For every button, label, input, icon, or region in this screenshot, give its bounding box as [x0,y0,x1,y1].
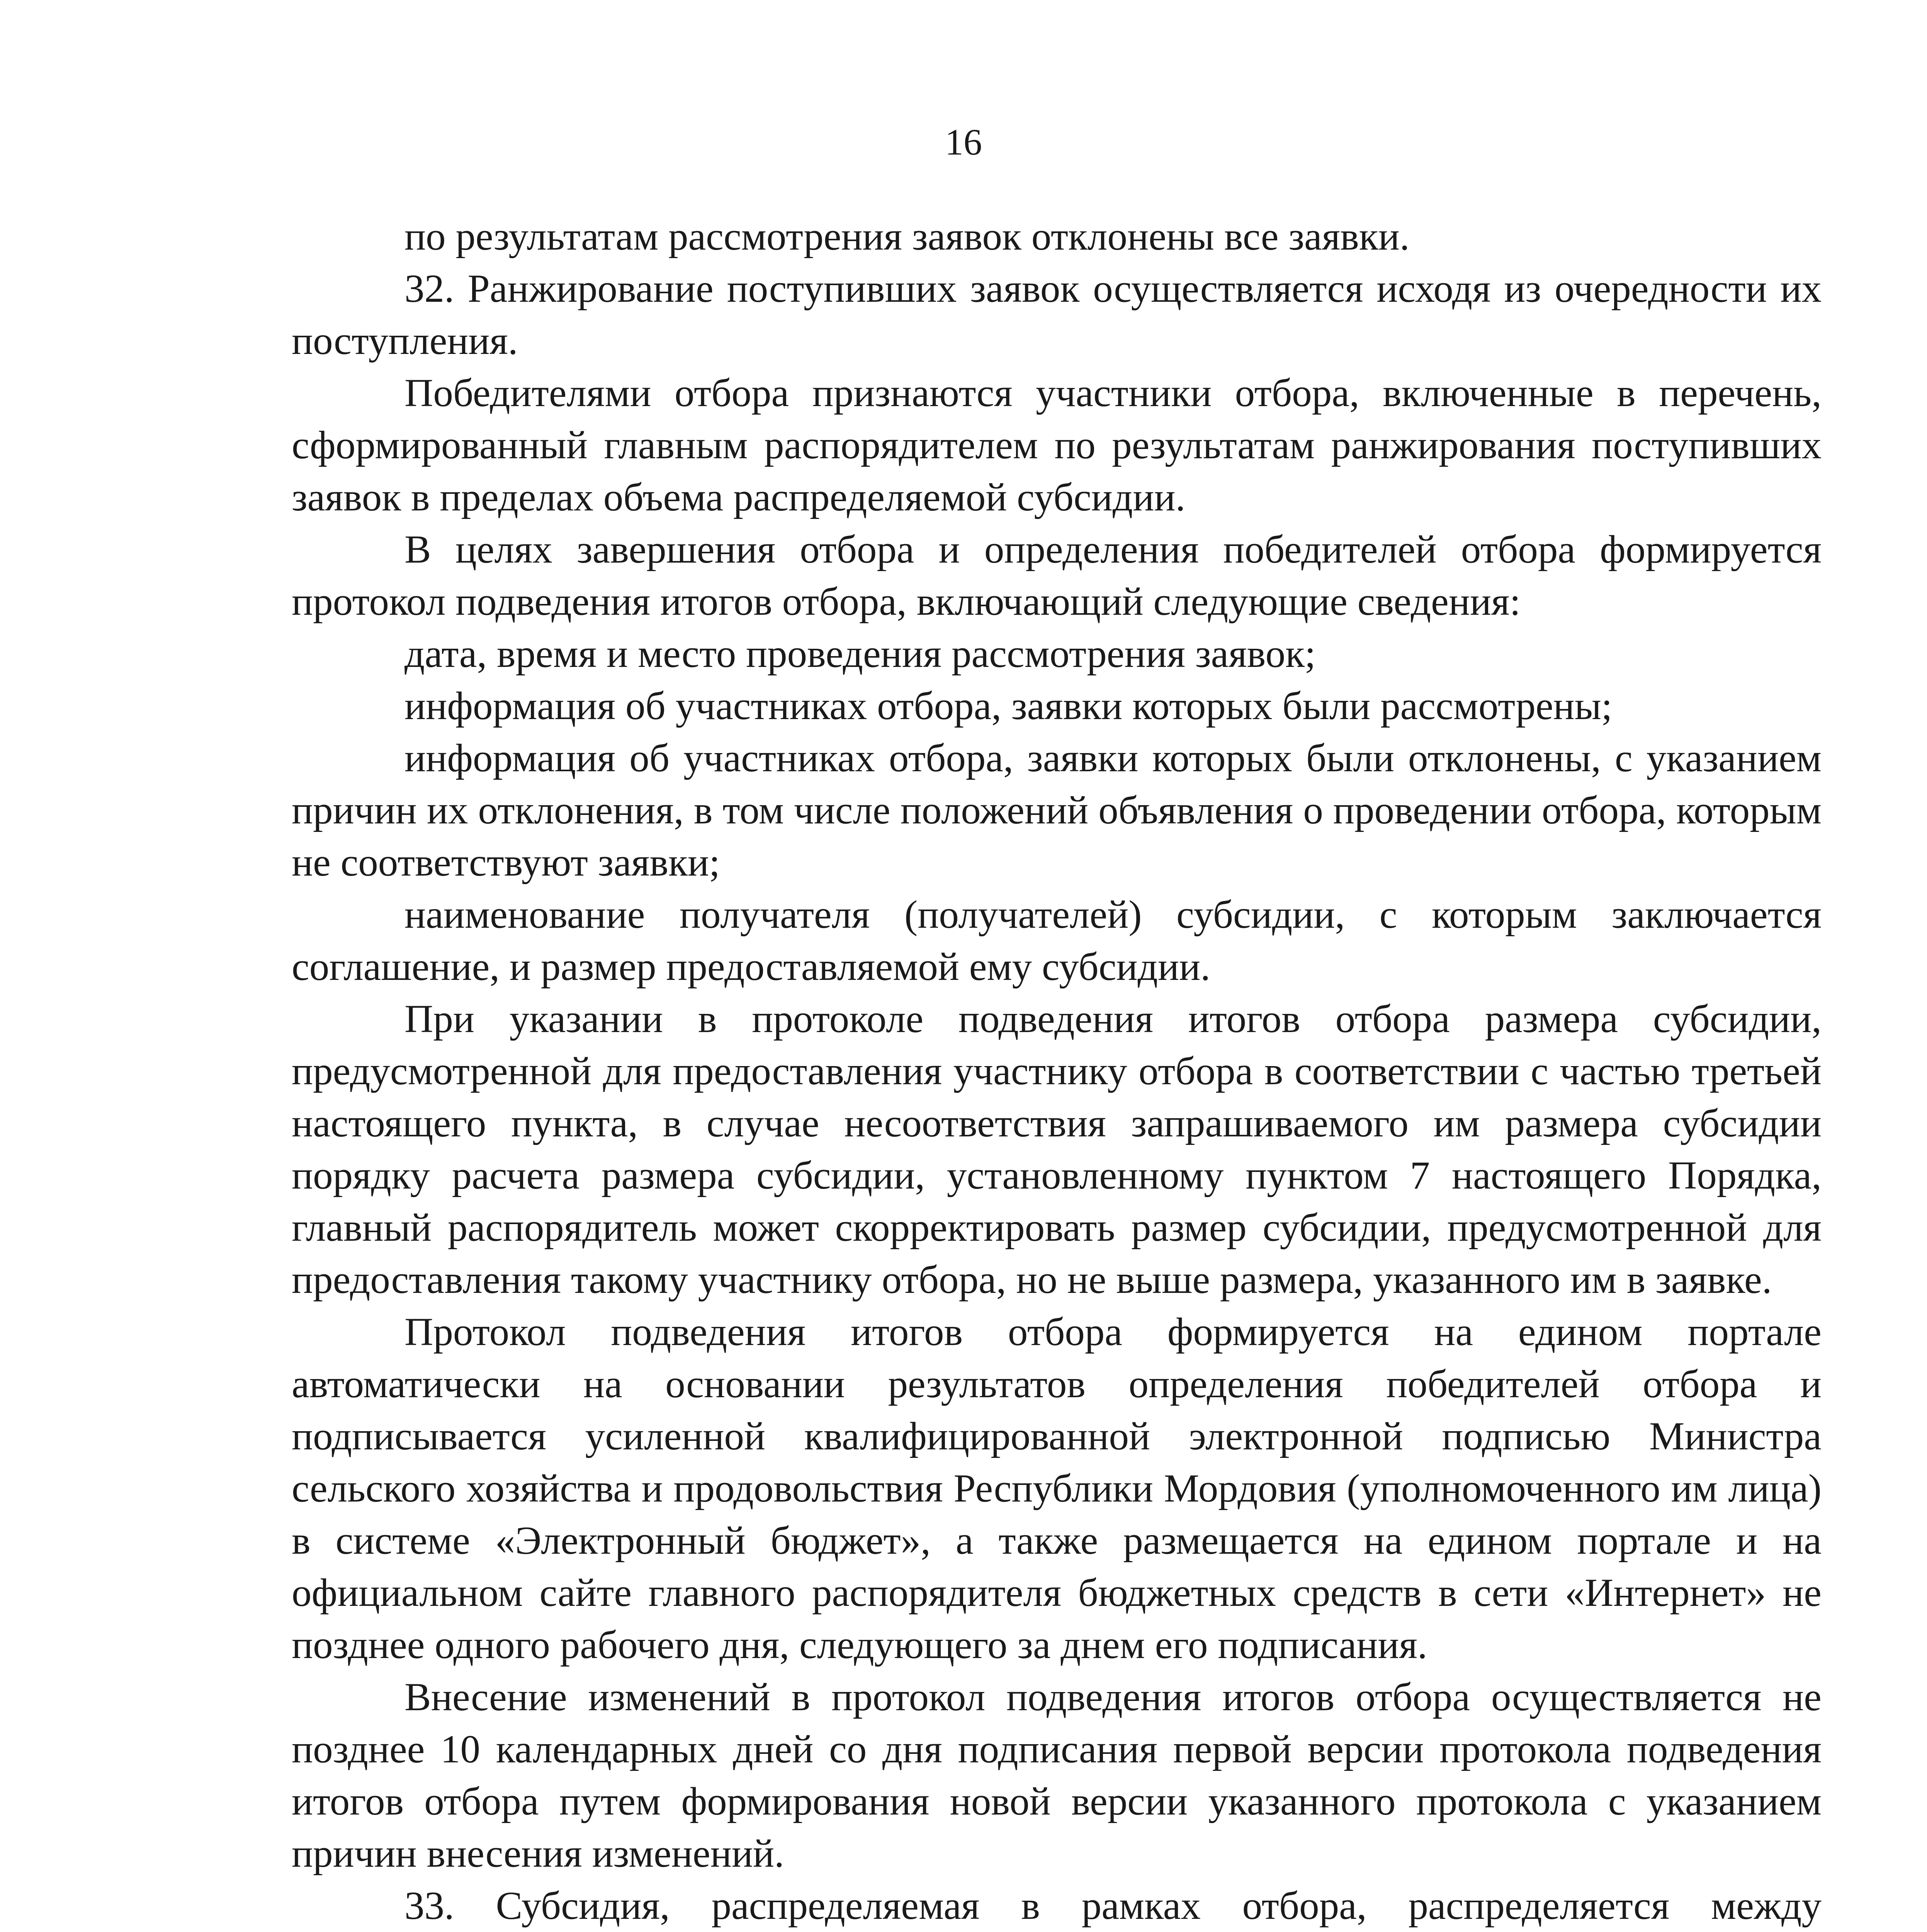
paragraph-item-32: 32. Ранжирование поступивших заявок осуществляется исходя из очередности их поступления. [292,267,1822,363]
paragraph-protocol-reviewed: информация об участниках отбора, заявки которых были рассмотрены; [404,684,1613,728]
paragraph-continuation: по результатам рассмотрения заявок отклонены все заявки. [404,214,1410,259]
paragraph-item-33: 33. Субсидия, распределяемая в рамках отбора, распределяется между [404,1884,1822,1928]
paragraph-protocol-signing: Протокол подведения итогов отбора формируется на едином портале автоматически на основании результатов определения победителей отбора и подписывается усиленной квалифицированной электронной подписью Министра сельского хозяйства и продовольствия Республики Мордовия (уполномоченного им лица) в системе «Электронный бюджет», а также размещается на едином портале и на официальном сайте главного распорядителя бюджетных средств в сети «Интернет» не позднее одного рабочего дня, следующего за днем его подписания. [292,1310,1822,1667]
paragraph-winners: Победителями отбора признаются участники отбора, включенные в перечень, сформированный главным распорядителем по результатам ранжирования поступивших заявок в пределах объема распределяемой субсидии. [292,371,1822,519]
paragraph-protocol-rejected: информация об участниках отбора, заявки которых были отклонены, с указанием причин их отклонения, в том числе положений объявления о проведении отбора, которым не соответствуют заявки; [292,736,1822,884]
paragraph-protocol-date: дата, время и место проведения рассмотрения заявок; [404,632,1316,676]
paragraph-protocol-intro: В целях завершения отбора и определения победителей отбора формируется протокол подведения итогов отбора, включающий следующие сведения: [292,527,1822,624]
document-body [292,211,1822,1932]
paragraph-subsidy-correction: При указании в протоколе подведения итогов отбора размера субсидии, предусмотренной для предоставления участнику отбора в соответствии с частью третьей настоящего пункта, в случае несоответствия запрашиваемого им размера субсидии порядку расчета размера субсидии, установленному пунктом 7 настоящего Порядка, главный распорядитель может скорректировать размер субсидии, предусмотренной для предоставления такому участнику отбора, но не выше размера, указанного им в заявке. [292,997,1822,1302]
paragraph-protocol-changes: Внесение изменений в протокол подведения итогов отбора осуществляется не позднее 10 календарных дней со дня подписания первой версии протокола подведения итогов отбора путем формирования новой версии указанного протокола с указанием причин внесения изменений. [292,1675,1822,1876]
paragraph-protocol-recipient: наименование получателя (получателей) субсидии, с которым заключается соглашение, и размер предоставляемой ему субсидии. [292,893,1822,989]
page-number: 16 [945,121,982,163]
